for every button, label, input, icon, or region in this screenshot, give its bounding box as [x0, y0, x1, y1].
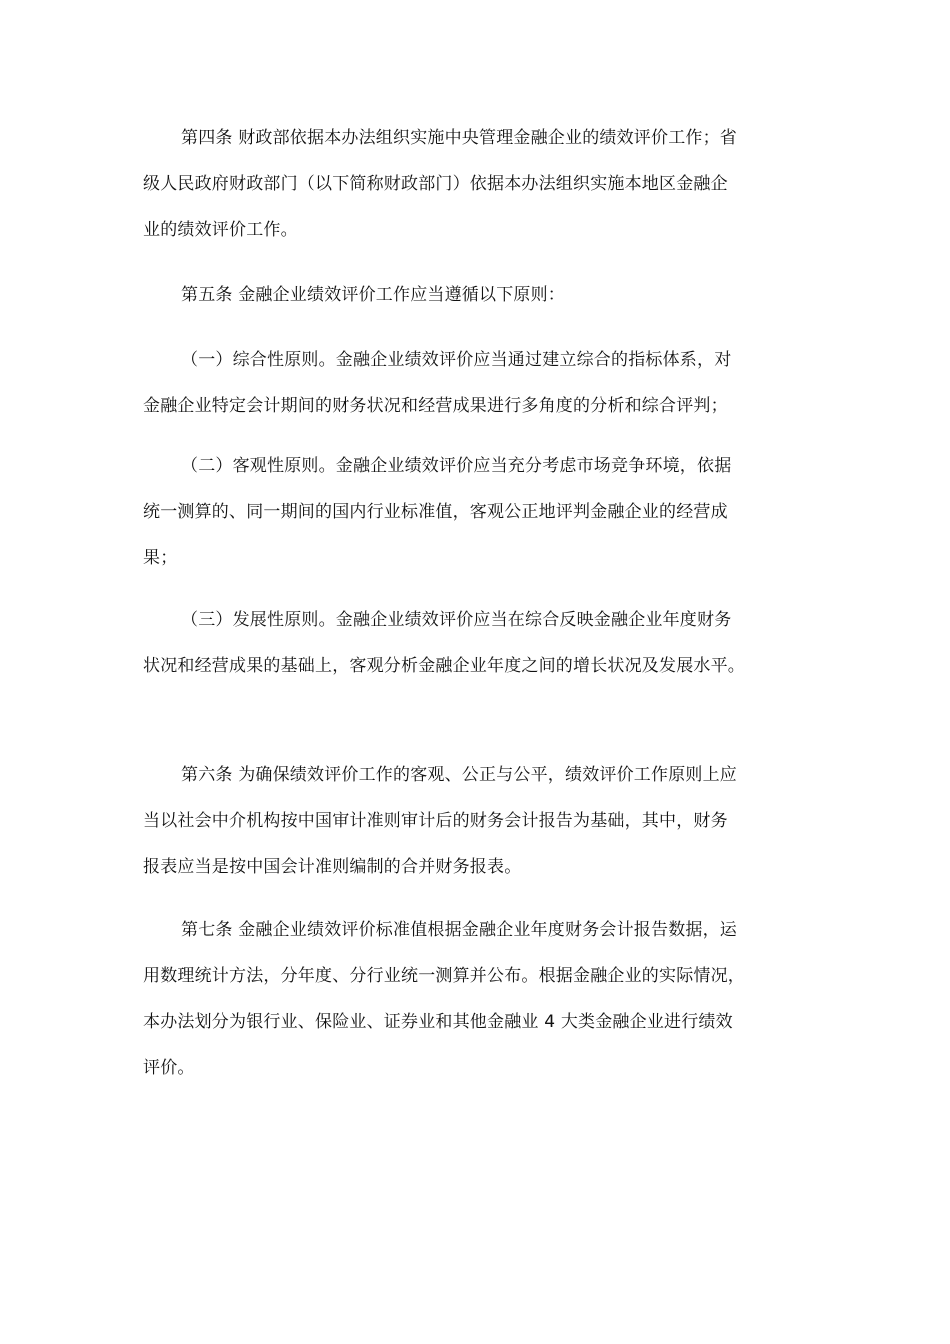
text-line: 第六条 为确保绩效评价工作的客观、公正与公平，绩效评价工作原则上应 [181, 765, 738, 785]
text-line: 统一测算的、同一期间的国内行业标准值，客观公正地评判金融企业的经营成 [143, 502, 728, 522]
text-line: 用数理统计方法，分年度、分行业统一测算并公布。根据金融企业的实际情况， [143, 966, 745, 986]
paragraph-article-6 [143, 752, 818, 890]
text-line: 报表应当是按中国会计准则编制的合并财务报表。 [143, 857, 522, 877]
text-line: 状况和经营成果的基础上，客观分析金融企业年度之间的增长状况及发展水平。 [143, 656, 745, 676]
text-line: 第七条 金融企业绩效评价标准值根据金融企业年度财务会计报告数据，运 [181, 920, 738, 940]
text-line: 第五条 金融企业绩效评价工作应当遵循以下原则： [181, 285, 566, 305]
text-line: 果； [143, 548, 178, 568]
text-line: 本办法划分为银行业、保险业、证券业和其他金融业 4 大类金融企业进行绩效 [143, 1012, 733, 1032]
text-line: 当以社会中介机构按中国审计准则审计后的财务会计报告为基础，其中，财务 [143, 811, 728, 831]
paragraph-article-5 [143, 272, 818, 318]
paragraph-article-4 [143, 115, 818, 253]
text-line: （二）客观性原则。金融企业绩效评价应当充分考虑市场竞争环境，依据 [181, 456, 732, 476]
paragraph-principle-3 [143, 597, 818, 689]
text-line: 第四条 财政部依据本办法组织实施中央管理金融企业的绩效评价工作；省 [181, 128, 738, 148]
text-line: （一）综合性原则。金融企业绩效评价应当通过建立综合的指标体系，对 [181, 350, 732, 370]
text-line: 级人民政府财政部门（以下简称财政部门）依据本办法组织实施本地区金融企 [143, 174, 728, 194]
paragraph-principle-1 [143, 337, 818, 429]
text-line: （三）发展性原则。金融企业绩效评价应当在综合反映金融企业年度财务 [181, 610, 732, 630]
text-line: 业的绩效评价工作。 [143, 220, 298, 240]
text-line: 评价。 [143, 1058, 195, 1078]
text-line: 金融企业特定会计期间的财务状况和经营成果进行多角度的分析和综合评判； [143, 396, 728, 416]
paragraph-principle-2 [143, 443, 818, 581]
paragraph-article-7 [143, 907, 818, 1091]
